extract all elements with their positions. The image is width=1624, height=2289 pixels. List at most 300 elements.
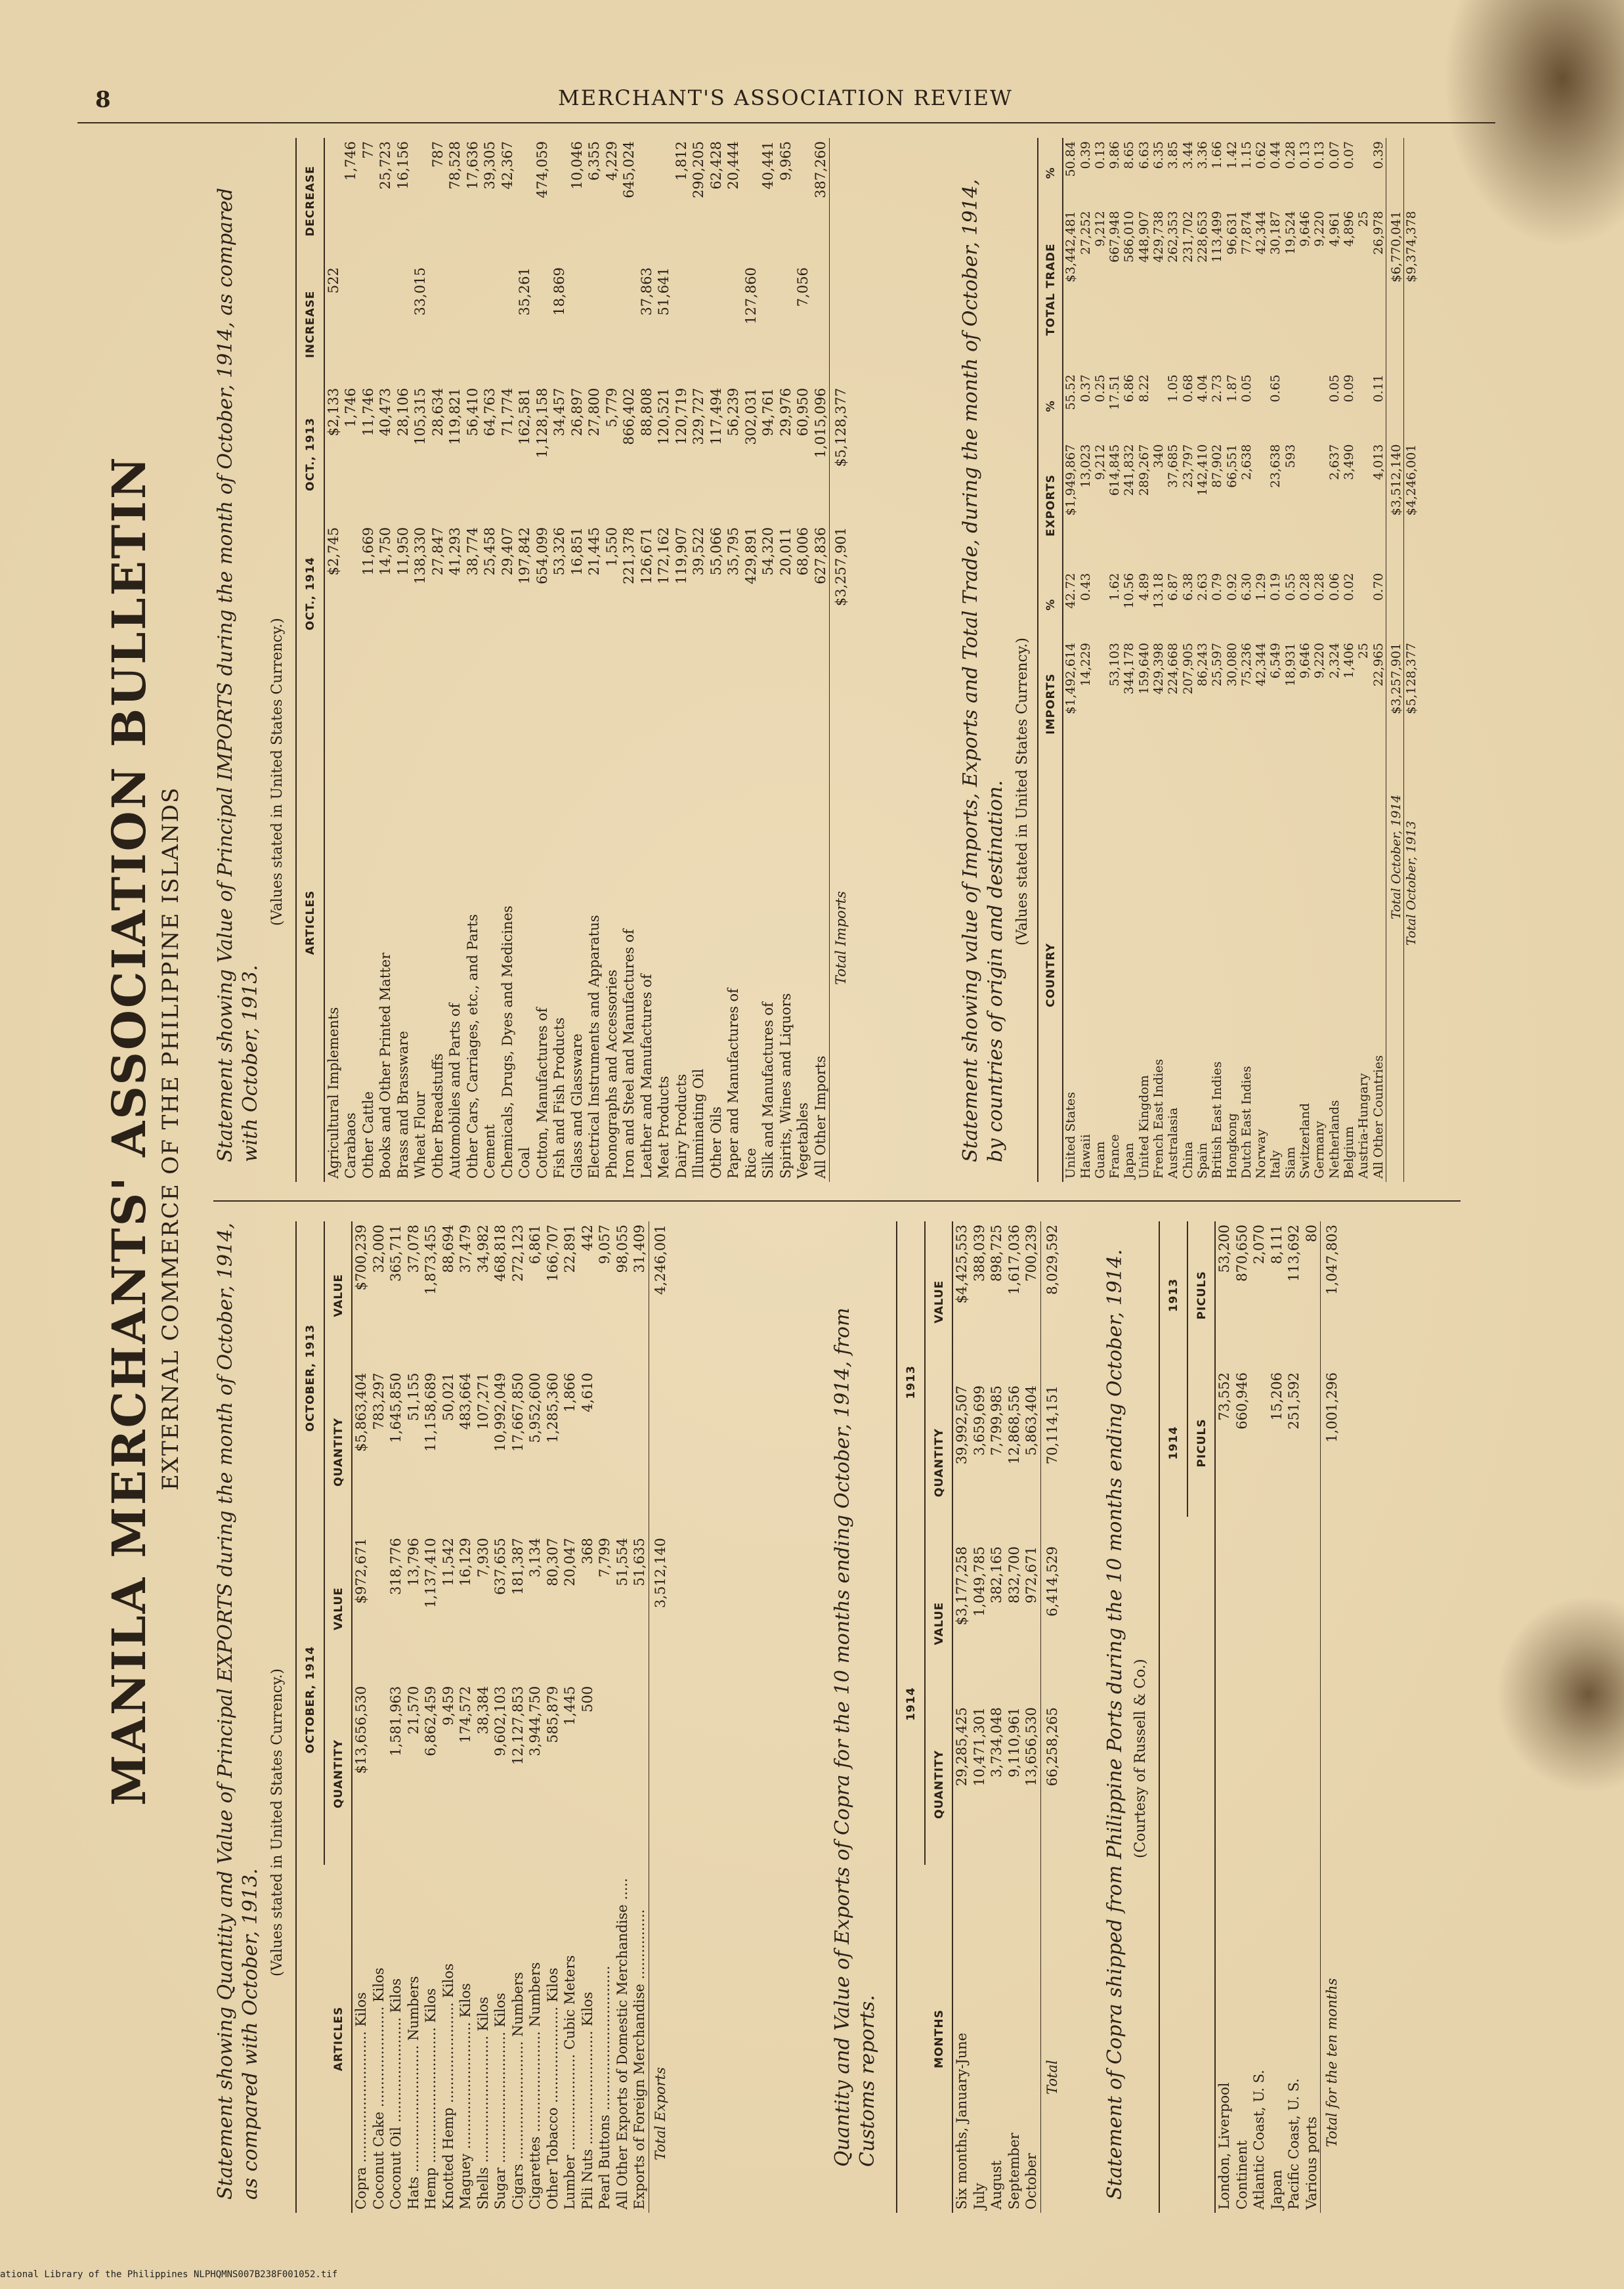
value-1914: 16,129 [458,1538,473,1586]
imports-pct: 0.28 [1312,573,1327,601]
total-trade-value: 9,212 [1092,211,1107,247]
col-country: COUNTRY [1038,768,1063,1182]
article-name: Books and Other Printed Matter [377,952,393,1179]
table-row [725,138,742,1182]
qty-1913: 39,992,507 [954,1385,970,1465]
qty-1913 [596,1370,614,1535]
total-trade-pct: 3.36 [1195,141,1210,169]
article-name: Other Cars, Carriages, etc., and Parts [464,914,481,1179]
total-trade-pct: 9.86 [1107,141,1122,169]
imports-pct: 2.63 [1195,573,1210,601]
value-1913: 1,128,158 [534,387,550,458]
total-trade-pct: 6.35 [1151,141,1166,169]
country-name: Netherlands [1327,1100,1342,1179]
imports-value: 25 [1356,642,1371,659]
table-row [638,138,656,1182]
unit-label: ................ [631,1909,647,1984]
value-1914: 627,836 [812,527,828,584]
decrease-value [638,138,656,264]
qty-1913: $5,863,404 [353,1372,369,1452]
table-row [690,138,708,1182]
trade-total-1913-row [1404,138,1419,1182]
unit-label: ........................... Numbers [509,1972,526,2164]
total-trade-value: 25 [1356,211,1371,227]
article-name: Coconut Cake ....................... Kilos [370,1967,387,2210]
exports-value: 2,638 [1239,444,1254,480]
qty-1914 [631,1683,649,1865]
decrease-value: 645,024 [621,141,637,198]
total-trade-value: 448,907 [1136,211,1151,263]
increase-value [673,264,691,385]
copra-shipped-table [1159,1221,1341,2213]
decrease-value: 474,059 [534,141,550,198]
table-row [1371,138,1386,1182]
col-qty-1913: QUANTITY [925,1382,953,1543]
value-1914: 197,842 [517,527,532,584]
value-1914: 181,387 [509,1538,526,1595]
value-1914: $3,177,258 [954,1546,970,1626]
piculs-1913: 8,111 [1268,1225,1285,1265]
value-1914: 368 [579,1538,595,1565]
increase-value [759,264,777,385]
exports-value [1356,441,1371,570]
table-row [1122,138,1136,1182]
value-1913: 27,800 [586,387,602,437]
imports-value: 22,965 [1371,642,1386,687]
value-1913: 22,891 [562,1225,578,1273]
value-1913: 88,808 [638,387,654,437]
increase-value: 7,056 [795,267,811,307]
shipped-total-1914: 1,001,296 [1321,1369,1341,1517]
exports-total-1913: 4,246,001 [649,1221,669,1370]
table-row [1298,138,1312,1182]
decrease-value: 25,723 [377,141,393,190]
article-name: Leather and Manufactures of [638,974,654,1179]
exports-value: 23,797 [1180,444,1195,489]
total-trade-value: 42,344 [1254,211,1269,255]
qty-1913: 1,866 [562,1372,578,1412]
value-1914: 27,847 [429,527,446,576]
value-1914: 382,165 [989,1546,1004,1603]
table-row [1233,1221,1251,2213]
article-name: Shells ............................. Kilos [475,1996,491,2210]
destination-label: Japan [1268,2169,1285,2210]
trade-caption: Statement showing value of Imports, Exports and Total Trade, during the month of October, 1914, by countries of origin and destination. [959,179,1007,1162]
exports-pct [1283,371,1298,441]
value-1913: 37,479 [458,1225,473,1273]
value-1914: 54,320 [760,527,776,576]
total-trade-value: 9,646 [1298,211,1313,247]
unit-label: .......................... Kilos [579,1992,595,2149]
exports-value [1254,441,1268,570]
article-name: All Other Imports [812,1055,828,1179]
col-oct-1914: OCTOBER, 1914 [296,1535,324,1865]
trade-total-1914-trade: $6,770,041 [1386,207,1403,371]
decrease-value: 1,812 [673,141,689,181]
qty-1914: 3,734,048 [989,1707,1004,1777]
value-1914: 221,378 [621,527,637,584]
value-1914 [370,1535,388,1683]
exports-pct: 8.22 [1136,374,1151,403]
col-decrease: DECREASE [296,138,324,264]
copra-total-label: Total [1040,1865,1061,2213]
value-1913: 5,779 [603,387,620,427]
table-row [777,138,795,1182]
imports-value: 14,229 [1078,642,1093,687]
article-name: Vegetables [795,1102,811,1179]
country-name: Hawaii [1078,1134,1093,1179]
value-1913: 56,410 [464,387,481,437]
value-1914 [342,524,360,663]
country-name: Siam [1283,1146,1298,1179]
unit-label: ............................. Kilos [475,1996,491,2168]
exports-value: 87,902 [1210,444,1225,489]
table-row [1356,138,1371,1182]
decrease-value [516,138,534,264]
col-1913: 1913 [1159,1221,1187,1369]
piculs-1914 [1303,1369,1321,1517]
value-1914: 1,550 [603,527,620,567]
table-row [492,1221,509,2213]
total-trade-pct: 0.13 [1092,141,1107,169]
increase-value [360,264,377,385]
total-trade-pct [1356,138,1371,207]
total-trade-pct: 3.44 [1180,141,1195,169]
unit-label: ....................... Kilos [370,1967,387,2112]
destination-label: Pacific Coast, U. S. [1286,2078,1302,2210]
table-row [499,138,517,1182]
imports-pct [1356,570,1371,640]
exports-note: (Values stated in United States Currency.) [269,1668,286,1976]
copra-exports-caption: Quantity and Value of Exports of Copra for the 10 months ending October, 1914, from Customs reports. [831,1307,879,2167]
qty-1914: 9,602,103 [492,1686,508,1756]
decrease-value: 787 [429,141,446,168]
month-label: July [971,2183,987,2210]
value-1913: 60,950 [795,387,811,437]
table-row [1107,138,1122,1182]
total-trade-pct: 50.84 [1063,141,1079,177]
value-1914: $972,671 [353,1538,369,1604]
exports-value: 4,013 [1371,444,1386,480]
article-name: Knotted Hemp ....................... Kilos [440,1963,456,2210]
col-1914: 1914 [1159,1369,1187,1517]
increase-value [377,264,395,385]
table-row [1225,138,1239,1182]
value-1913: 866,402 [621,387,637,445]
table-row [481,138,499,1182]
value-1913: 1,015,096 [812,387,828,458]
article-name: Sugar .............................. Kilos [492,1992,508,2210]
article-name: Cement [482,1124,498,1179]
value-1913: 26,897 [568,387,585,437]
value-1914: 29,407 [499,527,515,576]
qty-1913: 50,021 [440,1372,456,1422]
table-row [971,1221,989,2213]
running-head: MERCHANT'S ASSOCIATION REVIEW [558,85,1013,110]
exports-pct: 6.86 [1122,374,1137,403]
piculs-1914 [1250,1369,1268,1517]
total-trade-pct: 0.44 [1268,141,1283,169]
value-1913: 117,494 [708,387,724,445]
copra-total-v13: 8,029,592 [1040,1221,1061,1382]
piculs-1913: 53,200 [1216,1225,1232,1273]
shipped-total-row [1321,1221,1341,2213]
qty-1914: 1,581,963 [388,1686,404,1756]
destination-label: Atlantic Coast, U. S. [1251,2070,1267,2210]
table-row [759,138,777,1182]
table-row [1303,1221,1321,2213]
value-1913: 9,057 [597,1225,612,1265]
col-val-1914: VALUE [324,1535,353,1683]
col-oct-1914: OCT., 1914 [296,524,324,663]
total-trade-value: 113,499 [1210,211,1225,263]
table-row [1268,138,1283,1182]
qty-1913: 7,799,985 [989,1385,1004,1456]
col-qty-1914: QUANTITY [324,1683,353,1865]
table-row [586,138,603,1182]
total-trade-value: 231,702 [1180,211,1195,263]
increase-value: 127,860 [742,267,759,324]
table-row [742,138,760,1182]
unit-label: ....................... Numbers [527,1962,543,2137]
qty-1913: 107,271 [475,1372,491,1430]
table-row [579,1221,597,2213]
article-name: Rice [742,1148,759,1179]
article-name: Dairy Products [673,1074,689,1179]
table-row [1079,138,1093,1182]
increase-value: 37,863 [638,267,654,316]
exports-value: 142,410 [1195,444,1210,496]
exports-value: 340 [1151,444,1166,468]
imports-pct [1093,570,1107,640]
table-row [526,1221,544,2213]
qty-1913: 783,297 [370,1372,387,1430]
value-1913: 34,982 [475,1225,491,1273]
imports-value: 2,324 [1327,642,1342,679]
copra-shipped-note: (Courtesy of Russell & Co.) [1132,1659,1149,1858]
table-row [551,138,568,1182]
imports-total-label: Total Imports [830,663,850,1182]
value-1914: 832,700 [1006,1546,1022,1603]
total-trade-value: 429,738 [1151,211,1166,263]
shipped-total-1913: 1,047,803 [1321,1221,1341,1369]
value-1913: 29,976 [777,387,794,437]
decrease-value: 9,965 [777,141,794,181]
decrease-value: 20,444 [725,141,741,190]
decrease-value [551,138,568,264]
article-name: All Other Exports of Domestic Merchandise ..... [614,1878,630,2210]
exports-value: 13,023 [1078,444,1093,489]
increase-value [725,264,742,385]
value-1914: 654,099 [534,527,550,584]
exports-value: $1,949,867 [1063,444,1079,516]
col-1913: 1913 [897,1221,925,1543]
table-row [812,138,830,1182]
decrease-value: 42,367 [499,141,515,190]
imports-value: 6,549 [1268,642,1283,679]
table-row [1210,138,1224,1182]
total-trade-pct: 0.07 [1327,141,1342,169]
article-name: Other Tobacco ...................... Kilos [544,1967,561,2210]
decrease-value: 16,156 [395,141,411,190]
piculs-1914: 15,206 [1268,1372,1285,1421]
country-name: Belgium [1341,1126,1356,1179]
total-trade-pct: 1.42 [1224,141,1239,169]
value-1914: 429,891 [742,527,759,584]
month-label: October [1023,2153,1039,2210]
exports-pct: 2.73 [1210,374,1225,403]
col-qty-1914: QUANTITY [925,1704,953,1865]
country-name: All Other Countries [1371,1055,1386,1179]
exports-pct: 1.87 [1224,374,1239,403]
imports-pct: 0.19 [1268,573,1283,601]
country-name: China [1180,1141,1195,1179]
exports-pct [1356,371,1371,441]
increase-value [708,264,725,385]
piculs-1913: 870,650 [1233,1225,1250,1282]
exports-pct: 1.05 [1166,374,1181,403]
qty-1914 [596,1683,614,1865]
column-divider [213,1200,1461,1202]
imports-value: 224,668 [1166,642,1181,695]
article-name: Carabaos [343,1112,358,1179]
page-number: 8 [95,87,111,113]
qty-1914: 29,285,425 [954,1707,970,1787]
table-row [1023,1221,1040,2213]
destination-label: Continent [1233,2140,1250,2210]
decrease-value: 6,355 [586,141,602,181]
article-name: Maguey ............................. Kilos [458,1983,473,2210]
value-1913: 365,711 [388,1225,404,1282]
increase-value [777,264,795,385]
unit-label: ............................... Kilos [423,1988,438,2168]
exports-pct [1254,371,1268,441]
imports-value: 18,931 [1283,642,1298,687]
value-1913: 272,123 [509,1225,526,1282]
imports-pct: 0.43 [1078,573,1093,601]
total-trade-pct: 0.13 [1298,141,1313,169]
month-label: September [1006,2133,1022,2210]
exports-value [1312,441,1327,570]
table-row [952,1221,971,2213]
total-trade-value: 30,187 [1268,211,1283,255]
trade-total-1913-exports: $4,246,001 [1404,441,1419,570]
col-val-1914: VALUE [925,1543,953,1704]
imports-pct: 1.62 [1107,573,1122,601]
decrease-value [742,138,760,264]
qty-1913: 483,664 [458,1372,473,1430]
qty-1913: 5,952,600 [527,1372,543,1443]
total-trade-pct: 8.65 [1122,141,1137,169]
table-row [395,138,412,1182]
qty-1914: 12,127,853 [509,1686,526,1766]
exports-value: 593 [1283,444,1298,468]
value-1914: 68,006 [795,527,811,576]
value-1914: 41,293 [447,527,463,576]
qty-1913: 17,667,850 [509,1372,526,1452]
country-name: Hongkong [1224,1113,1239,1179]
value-1913: 388,039 [971,1225,987,1282]
exports-pct: 0.05 [1239,374,1254,403]
decrease-value: 1,746 [343,141,358,181]
country-name: United Kingdom [1136,1075,1151,1179]
trade-total-1914-exports: $3,512,140 [1386,441,1403,570]
article-name: Hemp ............................... Kilos [423,1988,438,2210]
qty-1914: 3,944,750 [527,1686,543,1756]
exports-pct: 0.68 [1180,374,1195,403]
imports-pct: 0.92 [1224,573,1239,601]
table-row [568,138,586,1182]
table-row [1093,138,1107,1182]
table-row [631,1221,649,2213]
destination-label: London, Liverpool [1216,2082,1232,2210]
value-1913: $700,239 [353,1225,369,1291]
table-row [370,1221,388,2213]
rotated-content [82,125,1500,2226]
table-row [1285,1221,1303,2213]
imports-value [1093,640,1107,768]
value-1913: 442 [579,1225,595,1252]
decrease-value [655,138,673,264]
decrease-value: 17,636 [464,141,481,190]
value-1913: 105,315 [412,387,428,445]
increase-value [499,264,517,385]
table-row [794,138,812,1182]
total-trade-pct: 3.85 [1166,141,1181,169]
total-trade-pct: 0.62 [1254,141,1269,169]
table-row [387,1221,405,2213]
value-1914: 38,774 [464,527,481,576]
exports-pct [1312,371,1327,441]
trade-total-1913-label: Total October, 1913 [1404,768,1419,1182]
increase-value [446,264,464,385]
value-1913: 34,457 [551,387,567,437]
qty-1914: 500 [579,1686,595,1712]
qty-1914: 1,445 [562,1686,578,1726]
table-row [1063,138,1078,1182]
article-name: Exports of Foreign Merchandise ................ [631,1909,647,2210]
value-1914: 21,445 [586,527,602,576]
exports-pct: 17.51 [1107,374,1122,410]
exports-pct [1151,371,1166,441]
value-1914: 20,047 [562,1538,578,1586]
total-trade-value: 26,978 [1371,211,1386,255]
header-rule [77,122,1495,123]
table-row [1166,138,1180,1182]
col-imports: IMPORTS [1038,640,1063,768]
table-row [1268,1221,1286,2213]
increase-value [568,264,586,385]
total-trade-value: 19,524 [1283,211,1298,255]
decrease-value: 40,441 [760,141,776,190]
total-trade-value: 4,961 [1327,211,1342,247]
imports-value: 53,103 [1107,642,1122,687]
table-row [457,1221,475,2213]
qty-1914: 174,572 [458,1686,473,1743]
country-name: Germany [1312,1121,1327,1179]
imports-value: 86,243 [1195,642,1210,687]
col-oct-1913: OCT., 1913 [296,385,324,524]
value-1913: 1,746 [343,387,358,427]
value-1913: 1,873,455 [423,1225,438,1295]
qty-1914 [614,1683,631,1865]
decrease-value: 10,046 [568,141,585,190]
value-1913: 37,078 [405,1225,421,1273]
copra-shipped-caption: Statement of Copra shipped from Philippine Ports during the 10 months ending October, 1914. [1103,1249,1126,2200]
exports-pct: 0.25 [1092,374,1107,403]
qty-1913: 1,285,360 [544,1372,561,1443]
total-trade-value: $3,442,481 [1063,211,1079,283]
